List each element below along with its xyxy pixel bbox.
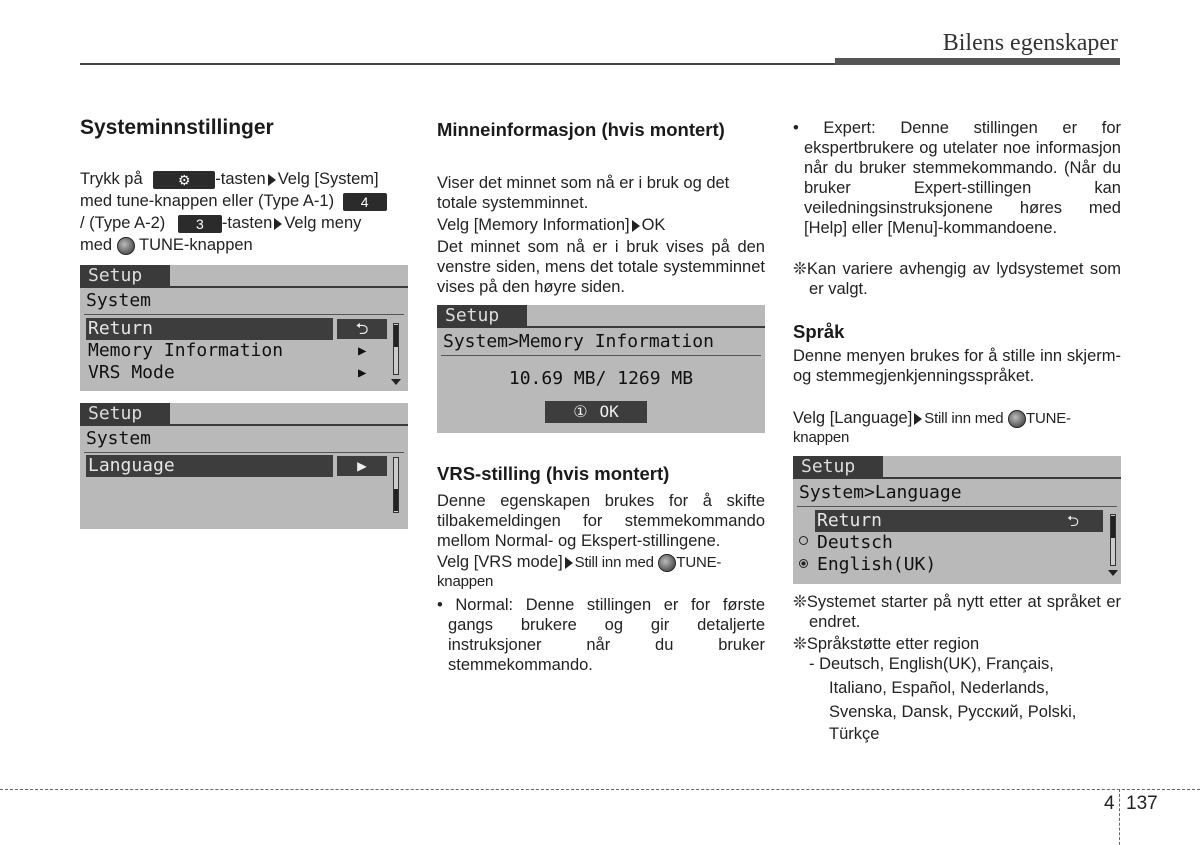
footer-page-number: 137 [1126,793,1158,814]
arrow-right-icon: ▶ [357,456,367,475]
lcd-screen-language-menu [80,403,408,529]
scrollbar[interactable] [391,319,401,385]
language-instruction [793,408,1123,429]
lcd-tab-line [80,286,408,288]
radio-selected-icon [799,559,808,568]
key-4-button[interactable]: 4 [343,193,387,211]
language-paragraph: Denne menyen brukes for å stille inn skjerm- og stemmegjenkjenningsspråket. [793,347,1121,385]
arrow-right-icon: ▶ [358,365,367,381]
menu-item-return[interactable]: Return [815,510,1103,532]
bullet-expert: • Expert: Denne stillingen er for ekspertbrukere og utelater noe informasjon når du bruker stemmekommando. (Når du bruker Expert-stillingen kan veiledningsinstruksjonene høres med [Help] eller [Menu]-kommandoene. [793,119,1121,237]
language-list-line-3: Svenska, Dansk, Русский, Polski, [829,703,1077,721]
tune-knob-icon [1008,410,1026,428]
lcd-tab-setup: Setup [80,265,170,287]
scrollbar[interactable] [1108,510,1118,576]
scrollbar[interactable] [391,453,401,523]
return-button[interactable] [337,319,387,339]
lcd-title: System [86,428,152,449]
setup-key-button[interactable] [153,171,215,189]
instruction-text: TUNE- [676,554,722,571]
section-heading-memory-info: Minneinformasjon (hvis montert) [437,119,725,140]
return-icon: ⮌ [1067,512,1080,530]
lcd-rule [797,506,1117,507]
instruction-text: Still inn med [924,410,1004,427]
language-arrow-button[interactable] [337,456,387,476]
lcd-rule [84,452,404,453]
note-sound-system: ❊Kan variere avhengig av lydsystemet som er valgt. [793,260,1121,298]
return-icon: ⮌ [355,319,369,338]
language-instruction-end: knappen [793,429,850,446]
instruction-text: med tune-knappen eller (Type A-1) [80,192,335,210]
lcd-tab-setup: Setup [437,305,527,327]
menu-item-language[interactable]: Language [86,455,333,477]
instruction-line-1 [80,169,408,189]
footer-dashed-line [0,789,1200,790]
instruction-text: Velg [Language] [793,409,913,427]
section-heading-language: Språk [793,321,845,342]
language-list-line-2: Italiano, Español, Nederlands, [829,679,1050,697]
lcd-tab-setup: Setup [80,403,170,425]
instruction-text: Velg [VRS mode] [437,553,563,571]
arrow-right-icon [565,557,573,569]
scrollbar-thumb[interactable] [1111,516,1115,538]
lcd-screen-system-menu [80,265,408,391]
arrow-right-icon [268,174,276,186]
tune-knob-icon [658,554,676,572]
lcd-title: System>Memory Information [443,331,714,352]
section-heading-system-settings: Systeminnstillinger [80,116,274,139]
lcd-tab-setup: Setup [793,456,883,478]
radio-unselected-icon [799,536,808,545]
menu-item-memory-information[interactable]: Memory Information [88,340,284,361]
instruction-text: med [80,236,113,254]
instruction-text: -tasten [215,170,266,188]
language-list-line-1: - Deutsch, English(UK), Français, [809,655,1054,673]
arrow-right-icon [914,413,922,425]
lcd-tab-line [793,477,1121,479]
lcd-title: System>Language [799,482,962,503]
tune-knob-icon [117,237,135,255]
lcd-screen-language-selection [793,456,1121,584]
instruction-text: Velg [System] [277,170,379,188]
instruction-text: TUNE- [1025,410,1071,427]
key-3-button[interactable]: 3 [178,215,222,233]
language-option-english-uk[interactable]: English(UK) [817,554,937,575]
footer-chapter-number: 4 [1104,793,1115,814]
lcd-title: System [86,290,152,311]
memory-usage-value: 10.69 MB/ 1269 MB [508,368,694,389]
header-title: Bilens egenskaper [942,30,1118,56]
section-heading-vrs: VRS-stilling (hvis montert) [437,463,670,484]
menu-item-return[interactable]: Return [86,318,333,340]
vrs-instruction [437,552,767,573]
vrs-paragraph: Denne egenskapen brukes for å skifte tilbakemeldingen for stemmekommando mellom Normal- og Ekspert-stillingene. [437,492,765,550]
ok-button-label: OK [599,402,619,421]
instruction-text: Trykk på [80,170,143,188]
memory-info-description: Det minnet som nå er i bruk vises på den venstre siden, mens det totale systemminnet vises på den høyre siden. [437,238,765,296]
lcd-screen-memory-information [437,305,765,433]
lcd-rule [84,314,404,315]
note-language-support: ❊Språkstøtte etter region [793,635,980,653]
lcd-rule [441,355,761,356]
note-system-restart: ❊Systemet starter på nytt etter at språket er endret. [793,593,1121,631]
arrow-right-icon [632,220,640,232]
instruction-line-2 [80,191,410,211]
vrs-instruction-end: knappen [437,573,494,590]
arrow-right-icon: ▶ [358,343,367,359]
memory-info-paragraph: Viser det minnet som nå er i bruk og det totale systemminnet. [437,174,730,212]
arrow-right-icon [274,218,282,230]
language-list-line-4: Türkçe [829,725,880,743]
instruction-text: Velg [Memory Information] [437,216,630,234]
header-bar [835,58,1120,65]
memory-info-instruction [437,215,765,235]
scroll-down-icon [391,379,401,385]
instruction-text: Velg meny [284,214,362,232]
instruction-text: -tasten [221,214,273,232]
instruction-text: Still inn med [574,554,654,571]
scrollbar-thumb[interactable] [394,489,398,511]
ok-button[interactable] [545,401,647,423]
bullet-normal: • Normal: Denne stillingen er for første gangs brukere og gir detaljerte instruksjoner når du bruker stemmekommando. [437,596,765,674]
instruction-line-3 [80,213,408,233]
instruction-text: / (Type A-2) [80,214,166,232]
ok-number-icon: ① [573,402,588,421]
lcd-tab-line [437,326,765,328]
instruction-line-4 [80,235,253,255]
menu-item-vrs-mode[interactable]: VRS Mode [88,362,175,383]
lcd-tab-line [80,424,408,426]
scroll-down-icon [1108,570,1118,576]
footer-vertical-line [1119,789,1120,845]
gear-icon: ⚙ [177,171,191,188]
scrollbar-thumb[interactable] [394,325,398,347]
language-option-deutsch[interactable]: Deutsch [817,532,893,553]
instruction-text: OK [641,216,666,234]
instruction-text: TUNE-knappen [139,236,253,254]
